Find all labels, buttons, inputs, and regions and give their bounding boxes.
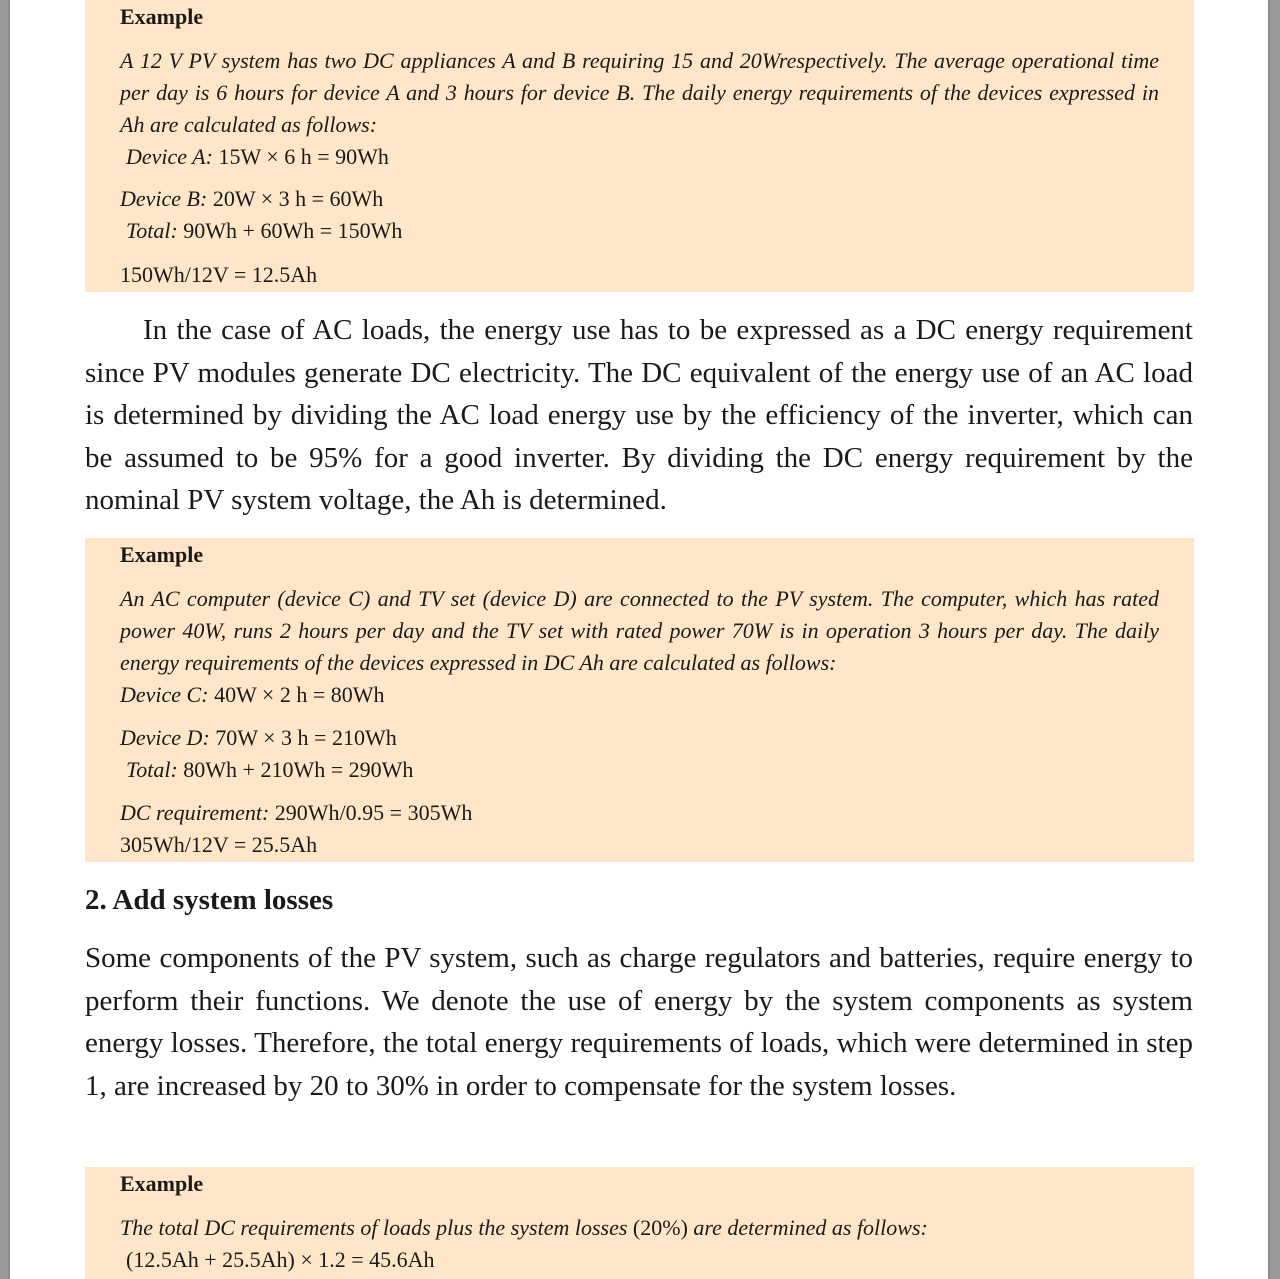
- example3-intro-tail: are determined as follows:: [693, 1215, 928, 1240]
- example3-intro-pct: (20%): [632, 1215, 688, 1240]
- total-calc: 80Wh + 210Wh = 290Wh: [183, 757, 414, 782]
- dc-requirement-label: DC requirement:: [120, 800, 270, 825]
- example-title: Example: [120, 542, 204, 567]
- example-intro: An AC computer (device C) and TV set (device D) are connected to the PV system. The computer, which has rated power 40W, runs 2 hours per day and the TV set with rated power 70W is in operation 3 hours per day. The daily energy requirements of the devices expressed in DC Ah are calculated as follows:: [120, 586, 1159, 675]
- device-c-calc: 40W × 2 h = 80Wh: [214, 682, 385, 707]
- dc-requirement-line: [120, 797, 1159, 829]
- total-label: Total:: [126, 757, 178, 782]
- example-title: Example: [120, 4, 204, 29]
- paragraph-losses-text: Some components of the PV system, such as charge regulators and batteries, require energy to perform their functions. We denote the use of energy by the system components as system energy losses. Therefore, the total energy requirements of loads, which were determined in step 1, are increased by 20 to 30% in order to compensate for the system losses.: [85, 942, 1193, 1102]
- example3-intro-italic: The total DC requirements of loads plus the system losses: [120, 1215, 628, 1240]
- dc-requirement-calc: 290Wh/0.95 = 305Wh: [274, 800, 473, 825]
- total-line: [120, 754, 1159, 786]
- device-d-calc: 70W × 3 h = 210Wh: [215, 725, 397, 750]
- device-a-line: [120, 141, 1159, 173]
- device-d-line: [120, 722, 1159, 754]
- section-heading: 2. Add system losses: [85, 884, 334, 916]
- device-a-label: Device A:: [126, 144, 213, 169]
- paragraph-system-losses: [85, 937, 1193, 1107]
- device-b-calc: 20W × 3 h = 60Wh: [212, 186, 384, 211]
- paragraph-ac-loads: [85, 309, 1193, 522]
- paragraph-ac-text: In the case of AC loads, the energy use has to be expressed as a DC energy requirement since PV modules generate DC electricity. The DC equivalent of the energy use of an AC load is determined by dividing the AC load energy use by the efficiency of the inverter, which can be assumed to be 95% for a good inverter. By dividing the DC energy requirement by the nominal PV system voltage, the Ah is determined.: [85, 314, 1193, 517]
- device-b-label: Device B:: [120, 186, 208, 211]
- example3-calc: (12.5Ah + 25.5Ah) × 1.2 = 45.6Ah: [126, 1247, 435, 1272]
- example-title: Example: [120, 1171, 204, 1196]
- ah-line: 150Wh/12V = 12.5Ah: [120, 262, 318, 287]
- total-calc: 90Wh + 60Wh = 150Wh: [183, 218, 403, 243]
- example-intro: A 12 V PV system has two DC appliances A and B requiring 15 and 20Wrespectively. The average operational time per day is 6 hours for device A and 3 hours for device B. The daily energy requirements of the devices expressed in Ah are calculated as follows:: [120, 48, 1159, 137]
- total-line: [120, 215, 1159, 247]
- device-a-calc: 15W × 6 h = 90Wh: [218, 144, 389, 169]
- example-box-3: [85, 1167, 1194, 1279]
- device-c-line: [120, 679, 1159, 711]
- document-page: [10, 0, 1268, 1279]
- example-box-1: [85, 0, 1194, 292]
- total-label: Total:: [126, 218, 178, 243]
- device-b-line: [120, 183, 1159, 215]
- example-box-2: [85, 538, 1194, 862]
- device-c-label: Device C:: [120, 682, 209, 707]
- example3-intro-line: [120, 1212, 1159, 1244]
- ah-line: 305Wh/12V = 25.5Ah: [120, 832, 318, 857]
- device-d-label: Device D:: [120, 725, 210, 750]
